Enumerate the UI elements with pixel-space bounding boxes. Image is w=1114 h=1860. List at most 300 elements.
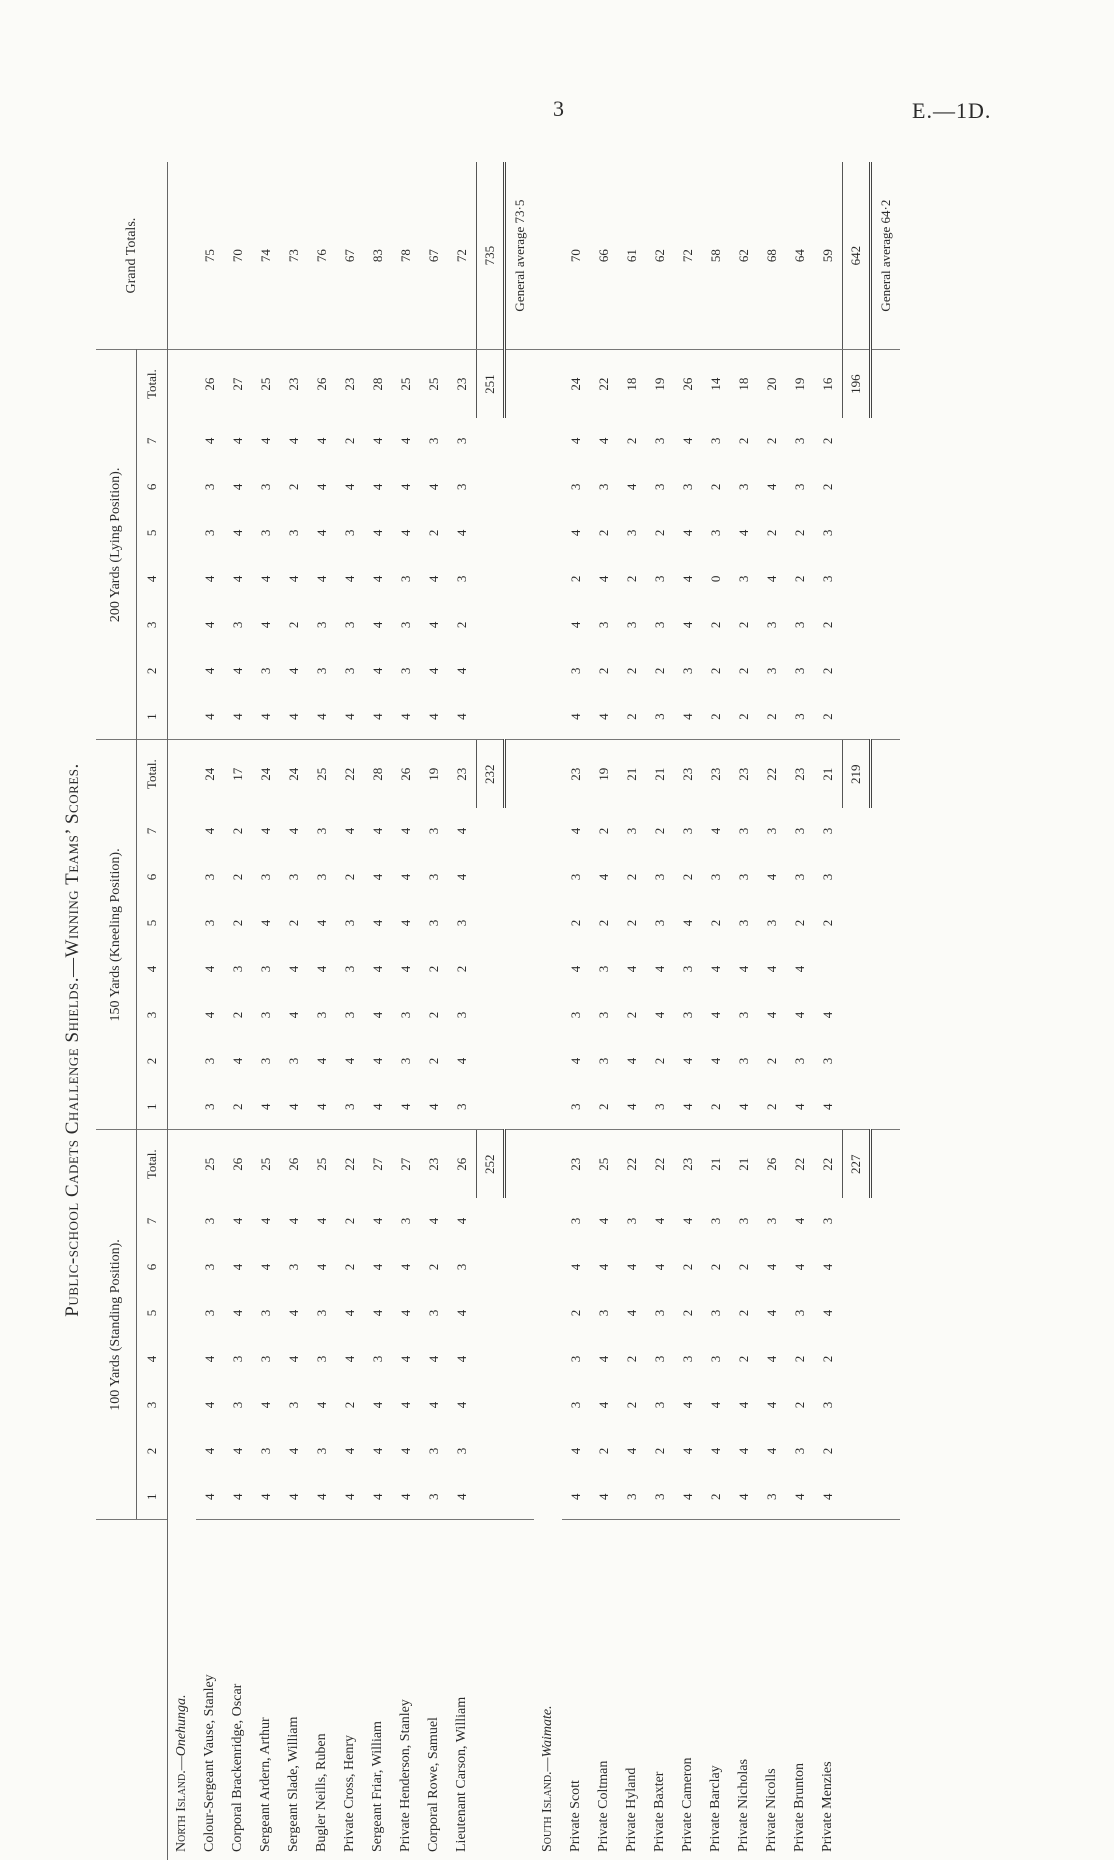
grand-total: 64	[792, 249, 807, 263]
shot-score: 2	[596, 529, 611, 537]
empty-cell	[505, 1244, 535, 1290]
empty-cell	[843, 694, 871, 740]
shot-score: 4	[286, 1309, 301, 1317]
grand-total: 67	[342, 249, 357, 263]
empty-cell	[843, 602, 871, 648]
shot-score: 3	[258, 1057, 273, 1065]
shot-score: 3	[258, 965, 273, 973]
empty-cell	[871, 1474, 901, 1520]
shot-score: 2	[230, 1011, 245, 1019]
shot-score: 3	[652, 1401, 667, 1409]
table-title: Public-school Cadets Challenge Shields.—Winning Teams’ Scores.	[62, 763, 83, 1317]
empty-cell	[168, 740, 197, 808]
empty-cell	[843, 464, 871, 510]
shot-score: 3	[286, 1401, 301, 1409]
shot-score: 3	[258, 529, 273, 537]
section-total: 20	[758, 350, 786, 418]
team-grand-total: 642	[843, 162, 871, 350]
shot-score: 4	[680, 1401, 695, 1409]
empty-cell	[534, 1474, 562, 1520]
shot-score: 2	[736, 1263, 751, 1271]
header-shot-number: 2	[137, 1038, 168, 1084]
shot-score: 3	[568, 1011, 583, 1019]
shot-score: 4	[624, 483, 639, 491]
shot-score: 3	[736, 483, 751, 491]
empty-cell	[871, 946, 901, 992]
shot-score: 4	[680, 1217, 695, 1225]
shot-score: 4	[624, 1263, 639, 1271]
shot-score: 2	[342, 1401, 357, 1409]
shot-score: 3	[708, 529, 723, 537]
shot-score: 2	[708, 483, 723, 491]
shot-score: 3	[764, 667, 779, 675]
shot-score: 2	[596, 919, 611, 927]
shot-score: 3	[624, 621, 639, 629]
shot-score: 4	[286, 575, 301, 583]
section-total: 21	[618, 740, 646, 808]
section-total: 23	[786, 740, 814, 808]
empty-cell	[168, 1428, 197, 1474]
empty-cell	[871, 694, 901, 740]
shot-score: 3	[398, 621, 413, 629]
shot-score: 4	[680, 1493, 695, 1500]
shot-score: 3	[792, 1309, 807, 1317]
grand-total: 68	[764, 249, 779, 263]
section-total: 19	[590, 740, 618, 808]
empty-cell	[843, 1084, 871, 1130]
shot-score: 4	[792, 1103, 807, 1110]
section-total: 26	[308, 350, 336, 418]
shot-score: 3	[258, 1309, 273, 1317]
empty-cell	[534, 854, 562, 900]
section-total: 23	[730, 740, 758, 808]
cadet-name: Sergeant Friar, William	[364, 1520, 392, 1860]
shot-score: 2	[736, 713, 751, 720]
header-shot-number: 4	[137, 556, 168, 602]
shot-score: 4	[230, 575, 245, 583]
empty-cell	[843, 510, 871, 556]
shot-score: 4	[792, 965, 807, 973]
shot-score: 4	[342, 827, 357, 835]
shot-score: 4	[454, 873, 470, 881]
empty-cell	[477, 1336, 505, 1382]
shot-score: 2	[736, 1355, 751, 1363]
shot-score: 4	[258, 1103, 273, 1110]
shot-score: 4	[820, 1493, 836, 1500]
shot-score: 3	[792, 667, 807, 675]
shot-score: 2	[792, 919, 807, 927]
shot-score: 2	[708, 713, 723, 720]
shot-score: 2	[426, 1011, 441, 1019]
section-total: 25	[590, 1130, 618, 1198]
cadet-name: Private Baxter	[646, 1520, 674, 1860]
shot-score: 4	[624, 965, 639, 973]
shot-score: 3	[258, 1355, 273, 1363]
shot-score: 4	[764, 1263, 779, 1271]
shot-score: 4	[314, 529, 329, 537]
cadet-name: Private Scott	[562, 1520, 590, 1860]
shot-score: 4	[202, 667, 217, 675]
shot-score: 3	[792, 713, 807, 720]
shot-score: 4	[736, 1103, 751, 1110]
header-total: Total.	[137, 350, 168, 418]
grand-total: 74	[258, 249, 273, 263]
shot-score: 3	[342, 1103, 357, 1110]
empty-cell	[871, 1290, 901, 1336]
header-shot-number: 6	[137, 464, 168, 510]
shot-score: 2	[624, 873, 639, 881]
section-total: 25	[392, 350, 420, 418]
shot-score: 4	[680, 575, 695, 583]
shot-score: 3	[568, 873, 583, 881]
section-total: 24	[280, 740, 308, 808]
section-total: 21	[814, 740, 843, 808]
shot-score: 3	[426, 827, 441, 835]
page-number: 3	[553, 96, 564, 121]
shot-score: 4	[624, 1447, 639, 1455]
shot-score: 4	[258, 1217, 273, 1225]
empty-cell	[168, 648, 197, 694]
shot-score: 2	[624, 667, 639, 675]
shot-score: 3	[202, 529, 217, 537]
header-shot-number: 5	[137, 510, 168, 556]
shot-score: 2	[708, 667, 723, 675]
shot-score: 4	[230, 1217, 245, 1225]
shot-score: 4	[454, 713, 470, 720]
shot-score: 2	[454, 965, 470, 973]
header-shot-number: 4	[137, 946, 168, 992]
score-row	[674, 162, 702, 1860]
header-name-column	[96, 1520, 168, 1860]
shot-score: 4	[454, 1217, 470, 1225]
empty-cell	[843, 808, 871, 854]
shot-score: 4	[596, 1493, 611, 1500]
shot-score: 2	[652, 529, 667, 537]
shot-score: 2	[708, 1103, 723, 1110]
shot-score: 3	[596, 621, 611, 629]
empty-cell	[871, 992, 901, 1038]
shot-score: 4	[426, 1355, 441, 1363]
shot-score: 3	[426, 1447, 441, 1455]
shot-score: 2	[820, 437, 836, 445]
empty-cell	[477, 694, 505, 740]
shot-score: 4	[314, 575, 329, 583]
header-shot-number: 2	[137, 1428, 168, 1474]
header-shot-number: 7	[137, 418, 168, 464]
section-total: 21	[730, 1130, 758, 1198]
empty-cell	[843, 900, 871, 946]
empty-cell	[477, 648, 505, 694]
shot-score: 4	[426, 1217, 441, 1225]
shot-score: 4	[624, 1309, 639, 1317]
shot-score: 2	[820, 667, 836, 675]
shot-score: 4	[568, 529, 583, 537]
empty-cell	[505, 1520, 535, 1860]
empty-cell	[534, 992, 562, 1038]
shot-score: 2	[708, 1493, 723, 1500]
team-section-total: 196	[843, 350, 871, 418]
empty-cell	[168, 556, 197, 602]
shot-score: 3	[820, 827, 836, 835]
cadet-name: Corporal Brackenridge, Oscar	[224, 1520, 252, 1860]
section-total: 26	[448, 1130, 477, 1198]
score-row	[224, 162, 252, 1860]
shot-score: 2	[820, 919, 836, 927]
score-row	[786, 162, 814, 1860]
shot-score: 4	[230, 483, 245, 491]
empty-cell	[477, 1382, 505, 1428]
empty-cell	[505, 854, 535, 900]
shot-score: 3	[596, 1011, 611, 1019]
empty-cell	[477, 602, 505, 648]
shot-score: 3	[230, 1355, 245, 1363]
empty-cell	[871, 602, 901, 648]
shot-score: 3	[342, 1011, 357, 1019]
shot-score: 2	[736, 621, 751, 629]
team-average-row	[871, 162, 901, 1860]
shot-score: 4	[314, 965, 329, 973]
shot-score: 4	[426, 1401, 441, 1409]
section-total: 27	[224, 350, 252, 418]
shot-score: 4	[286, 965, 301, 973]
shot-score: 2	[652, 667, 667, 675]
shot-score: 4	[370, 483, 385, 491]
section-total: 23	[280, 350, 308, 418]
empty-cell	[168, 1084, 197, 1130]
shot-score: 3	[314, 1447, 329, 1455]
empty-cell	[477, 1084, 505, 1130]
section-total: 27	[364, 1130, 392, 1198]
shot-score: 2	[426, 965, 441, 973]
shot-score: 3	[258, 1447, 273, 1455]
shot-score: 3	[258, 483, 273, 491]
shot-score: 4	[370, 1309, 385, 1317]
shot-score: 2	[426, 529, 441, 537]
section-total: 22	[758, 740, 786, 808]
shot-score: 3	[314, 621, 329, 629]
section-total: 22	[786, 1130, 814, 1198]
shot-score: 4	[568, 1447, 583, 1455]
shot-score: 2	[708, 919, 723, 927]
shot-score: 4	[258, 1493, 273, 1500]
shot-score: 3	[652, 1103, 667, 1110]
empty-cell	[505, 1084, 535, 1130]
shot-score: 3	[792, 873, 807, 881]
shot-score: 4	[624, 1103, 639, 1110]
shot-score: 4	[454, 1057, 470, 1065]
shot-score: 3	[624, 1493, 639, 1500]
grand-total: 78	[398, 249, 413, 263]
shot-score: 4	[568, 1493, 583, 1500]
shot-score: 3	[426, 873, 441, 881]
shot-score: 4	[370, 827, 385, 835]
cadet-name: Private Henderson, Stanley	[392, 1520, 420, 1860]
shot-score: 4	[680, 919, 695, 927]
shot-score: 2	[820, 713, 836, 720]
section-total: 23	[448, 350, 477, 418]
shot-score: 4	[370, 1057, 385, 1065]
shot-score: 4	[454, 1355, 470, 1363]
shot-score: 2	[708, 621, 723, 629]
shot-score: 4	[314, 437, 329, 445]
empty-cell	[477, 946, 505, 992]
section-total: 25	[308, 740, 336, 808]
shot-score: 3	[342, 919, 357, 927]
score-row	[420, 162, 448, 1860]
shot-score: 4	[314, 1217, 329, 1225]
empty-cell	[168, 1382, 197, 1428]
score-row	[646, 162, 674, 1860]
empty-cell	[871, 1382, 901, 1428]
shot-score: 2	[736, 667, 751, 675]
shot-score: 3	[792, 1057, 807, 1065]
empty-cell	[477, 1474, 505, 1520]
shot-score: 3	[202, 1103, 217, 1110]
shot-score: 3	[680, 483, 695, 491]
shot-score: 3	[652, 873, 667, 881]
shot-score: 3	[652, 437, 667, 445]
shot-score: 3	[708, 1355, 723, 1363]
shot-score: 4	[342, 1355, 357, 1363]
empty-cell	[871, 854, 901, 900]
shot-score: 3	[454, 483, 470, 491]
score-row	[758, 162, 786, 1860]
shot-score: 4	[202, 437, 217, 445]
shot-score: 3	[792, 483, 807, 491]
shot-score: 4	[370, 873, 385, 881]
shot-score: 3	[202, 919, 217, 927]
shot-score: 4	[258, 713, 273, 720]
score-row	[618, 162, 646, 1860]
header-shot-number: 6	[137, 1244, 168, 1290]
shot-score: 4	[202, 1355, 217, 1363]
empty-cell	[534, 1198, 562, 1244]
grand-total: 70	[568, 249, 583, 263]
empty-cell	[534, 162, 562, 350]
shot-score: 4	[286, 1011, 301, 1019]
shot-score: 2	[680, 1263, 695, 1271]
shot-score: 4	[258, 1401, 273, 1409]
shot-score: 3	[342, 965, 357, 973]
shot-score: 3	[202, 1309, 217, 1317]
shot-score: 4	[764, 1355, 779, 1363]
cadet-name: Private Cross, Henry	[336, 1520, 364, 1860]
shot-score: 4	[652, 965, 667, 973]
school-name: Onehunga.	[174, 1694, 189, 1757]
shot-score: 4	[596, 1401, 611, 1409]
shot-score: 3	[426, 1309, 441, 1317]
empty-cell	[843, 556, 871, 602]
rotated-score-sheet	[62, 199, 922, 1860]
shot-score: 4	[680, 1103, 695, 1110]
header-shot-number: 6	[137, 854, 168, 900]
cadet-name: Sergeant Slade, William	[280, 1520, 308, 1860]
shot-score: 4	[370, 1263, 385, 1271]
shot-score: 3	[230, 965, 245, 973]
shot-score: 2	[764, 529, 779, 537]
empty-cell	[505, 1290, 535, 1336]
empty-cell	[505, 740, 535, 808]
team-section-total: 252	[477, 1130, 505, 1198]
shot-score: 4	[568, 827, 583, 835]
empty-cell	[168, 510, 197, 556]
section-total: 22	[646, 1130, 674, 1198]
shot-score: 3	[370, 1355, 385, 1363]
shot-score: 2	[286, 483, 301, 491]
shot-score: 2	[286, 621, 301, 629]
grand-total: 62	[652, 249, 667, 263]
shot-score: 4	[792, 1493, 807, 1500]
section-total: 26	[224, 1130, 252, 1198]
shot-score: 3	[568, 1217, 583, 1225]
shot-score: 2	[342, 873, 357, 881]
shot-score: 2	[568, 575, 583, 583]
shot-score: 3	[286, 873, 301, 881]
empty-cell	[534, 418, 562, 464]
empty-cell	[505, 1336, 535, 1382]
shot-score: 2	[342, 1263, 357, 1271]
empty-cell	[505, 602, 535, 648]
shot-score: 3	[652, 621, 667, 629]
empty-cell	[534, 556, 562, 602]
empty-cell	[843, 992, 871, 1038]
grand-total: 73	[286, 249, 301, 263]
shot-score: 4	[202, 965, 217, 973]
shot-score: 3	[454, 1447, 470, 1455]
shot-score: 4	[286, 437, 301, 445]
shot-score: 2	[624, 437, 639, 445]
shot-score: 4	[596, 713, 611, 720]
grand-total: 72	[680, 249, 695, 263]
score-row	[392, 162, 420, 1860]
grand-total: 83	[370, 249, 385, 263]
shot-score: 4	[680, 713, 695, 720]
shot-score: 4	[398, 529, 413, 537]
shot-score: 4	[342, 713, 357, 720]
shot-score: 2	[342, 437, 357, 445]
section-total: 25	[308, 1130, 336, 1198]
shot-score: 4	[342, 1057, 357, 1065]
empty-cell	[843, 946, 871, 992]
shot-score: 4	[286, 1447, 301, 1455]
shot-score: 3	[820, 1217, 836, 1225]
empty-cell	[505, 1474, 535, 1520]
shot-score: 3	[652, 1493, 667, 1500]
shot-score: 3	[426, 437, 441, 445]
shot-score: 4	[314, 1401, 329, 1409]
shot-score: 4	[652, 1217, 667, 1225]
shot-score: 4	[230, 529, 245, 537]
team-section-total: 227	[843, 1130, 871, 1198]
shot-score: 2	[624, 1011, 639, 1019]
shot-score: 2	[596, 1103, 611, 1110]
shot-score: 4	[230, 667, 245, 675]
shot-score: 3	[342, 529, 357, 537]
shot-score: 4	[792, 1011, 807, 1019]
shot-score: 4	[764, 1309, 779, 1317]
section-total: 25	[252, 1130, 280, 1198]
shot-score: 4	[426, 483, 441, 491]
shot-score: 2	[792, 1401, 807, 1409]
shot-score: 4	[370, 437, 385, 445]
section-total: 26	[392, 740, 420, 808]
shot-score: 4	[820, 1011, 836, 1019]
section-total: 22	[814, 1130, 843, 1198]
shot-score: 4	[596, 437, 611, 445]
score-row	[448, 162, 477, 1860]
score-row	[280, 162, 308, 1860]
header-shot-number: 5	[137, 900, 168, 946]
